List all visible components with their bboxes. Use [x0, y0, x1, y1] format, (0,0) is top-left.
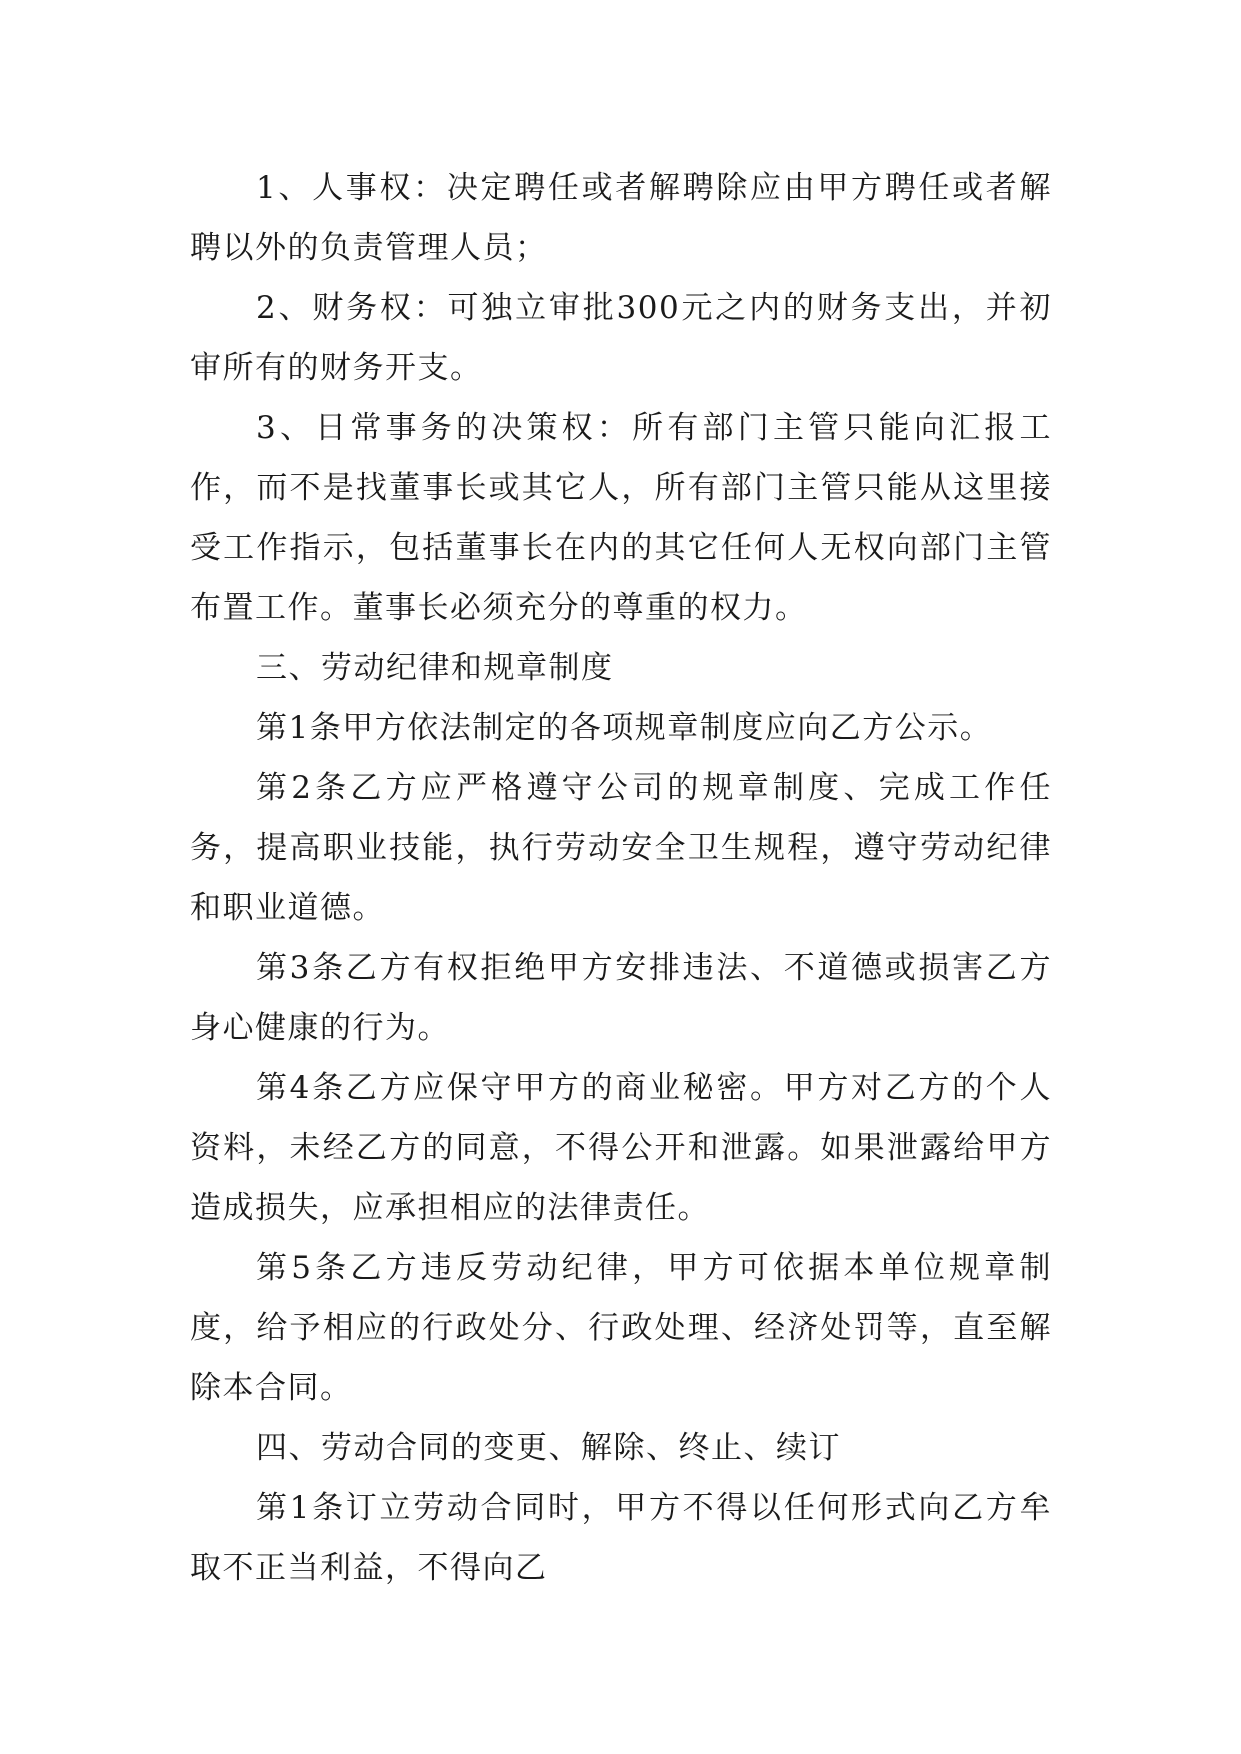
article-1-rules-disclosure: 第1条甲方依法制定的各项规章制度应向乙方公示。 — [256, 710, 993, 746]
article-3-right-to-refuse: 第3条乙方有权拒绝甲方安排违法、不道德或损害乙方身心健康的行为。 — [190, 950, 1052, 1046]
article-5-discipline-violation: 第5条乙方违反劳动纪律，甲方可依据本单位规章制度，给予相应的行政处分、行政处理、经济处罚等，直至解除本合同。 — [190, 1250, 1052, 1406]
article-2-compliance: 第2条乙方应严格遵守公司的规章制度、完成工作任务，提高职业技能，执行劳动安全卫生规程，遵守劳动纪律和职业道德。 — [190, 770, 1052, 926]
document-page — [190, 158, 1052, 1598]
section-heading-contract-changes: 四、劳动合同的变更、解除、终止、续订 — [256, 1430, 841, 1466]
article-4-confidentiality: 第4条乙方应保守甲方的商业秘密。甲方对乙方的个人资料，未经乙方的同意，不得公开和泄露。如果泄露给甲方造成损失，应承担相应的法律责任。 — [190, 1070, 1052, 1226]
clause-daily-decision-authority: 3、日常事务的决策权：所有部门主管只能向汇报工作，而不是找董事长或其它人，所有部门主管只能从这里接受工作指示，包括董事长在内的其它任何人无权向部门主管布置工作。董事长必须充分的尊重的权力。 — [190, 410, 1052, 626]
clause-financial-authority: 2、财务权：可独立审批300元之内的财务支出，并初审所有的财务开支。 — [190, 290, 1052, 386]
section-heading-labor-discipline: 三、劳动纪律和规章制度 — [256, 650, 614, 686]
article-1-contract-signing: 第1条订立劳动合同时，甲方不得以任何形式向乙方牟取不正当利益，不得向乙 — [190, 1490, 1052, 1586]
clause-personnel-authority: 1、人事权：决定聘任或者解聘除应由甲方聘任或者解聘以外的负责管理人员； — [190, 170, 1052, 266]
